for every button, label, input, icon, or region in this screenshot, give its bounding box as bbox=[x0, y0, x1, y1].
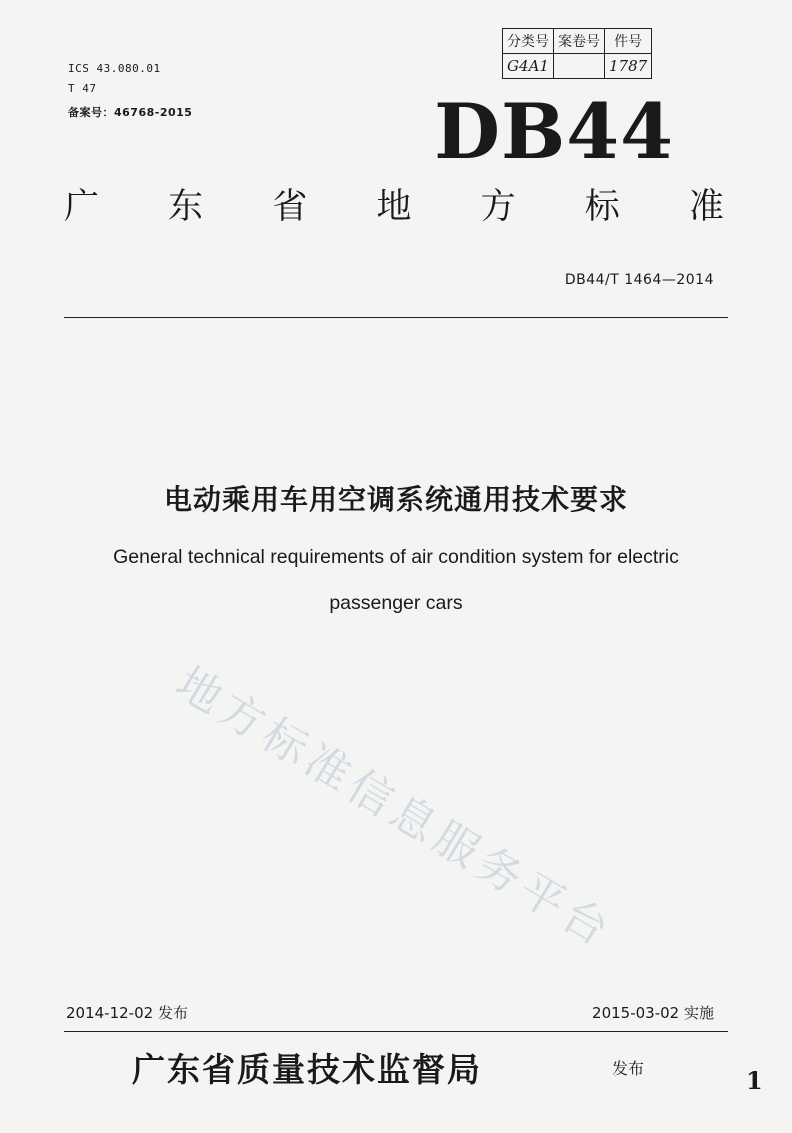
stamp-header-volume: 案卷号 bbox=[554, 29, 605, 54]
standard-type-char: 东 bbox=[168, 187, 204, 227]
stamp-value-class: G4A1 bbox=[503, 54, 554, 79]
title-chinese: 电动乘用车用空调系统通用技术要求 bbox=[163, 483, 628, 516]
standard-type-char: 标 bbox=[584, 187, 620, 227]
ics-code: ICS 43.080.01 bbox=[68, 62, 161, 75]
stamp-value-item: 1787 bbox=[605, 54, 652, 79]
implement-date: 2015-03-02 实施 bbox=[592, 1004, 714, 1022]
title-english-line-2: passenger cars bbox=[329, 592, 463, 614]
standard-type-char: 地 bbox=[376, 187, 412, 227]
standard-type-char: 广 bbox=[64, 187, 100, 227]
classification-stamp bbox=[502, 28, 652, 79]
standard-type-char: 省 bbox=[272, 187, 308, 227]
stamp-value-volume bbox=[554, 54, 605, 79]
page-mark: 1 bbox=[746, 1066, 763, 1095]
watermark: 地方标准信息服务平台 bbox=[167, 657, 622, 959]
db44-logo: DB44 bbox=[434, 87, 674, 176]
standard-type-char: 准 bbox=[688, 187, 724, 227]
standard-number: DB44/T 1464—2014 bbox=[564, 272, 714, 288]
stamp-header-item: 件号 bbox=[605, 29, 652, 54]
publish-date: 2014-12-02 发布 bbox=[66, 1004, 188, 1022]
standard-type-char: 方 bbox=[480, 187, 516, 227]
bottom-divider bbox=[64, 1031, 728, 1032]
issuing-authority: 广东省质量技术监督局 bbox=[132, 1050, 482, 1089]
category-code: T 47 bbox=[68, 82, 97, 95]
issue-label: 发布 bbox=[612, 1059, 645, 1078]
top-divider bbox=[64, 317, 728, 318]
standard-type-title bbox=[64, 186, 724, 228]
stamp-header-class: 分类号 bbox=[503, 29, 554, 54]
title-english-line-1: General technical requirements of air condition system for electric bbox=[113, 546, 679, 568]
record-number: 备案号：46768-2015 bbox=[68, 106, 193, 119]
